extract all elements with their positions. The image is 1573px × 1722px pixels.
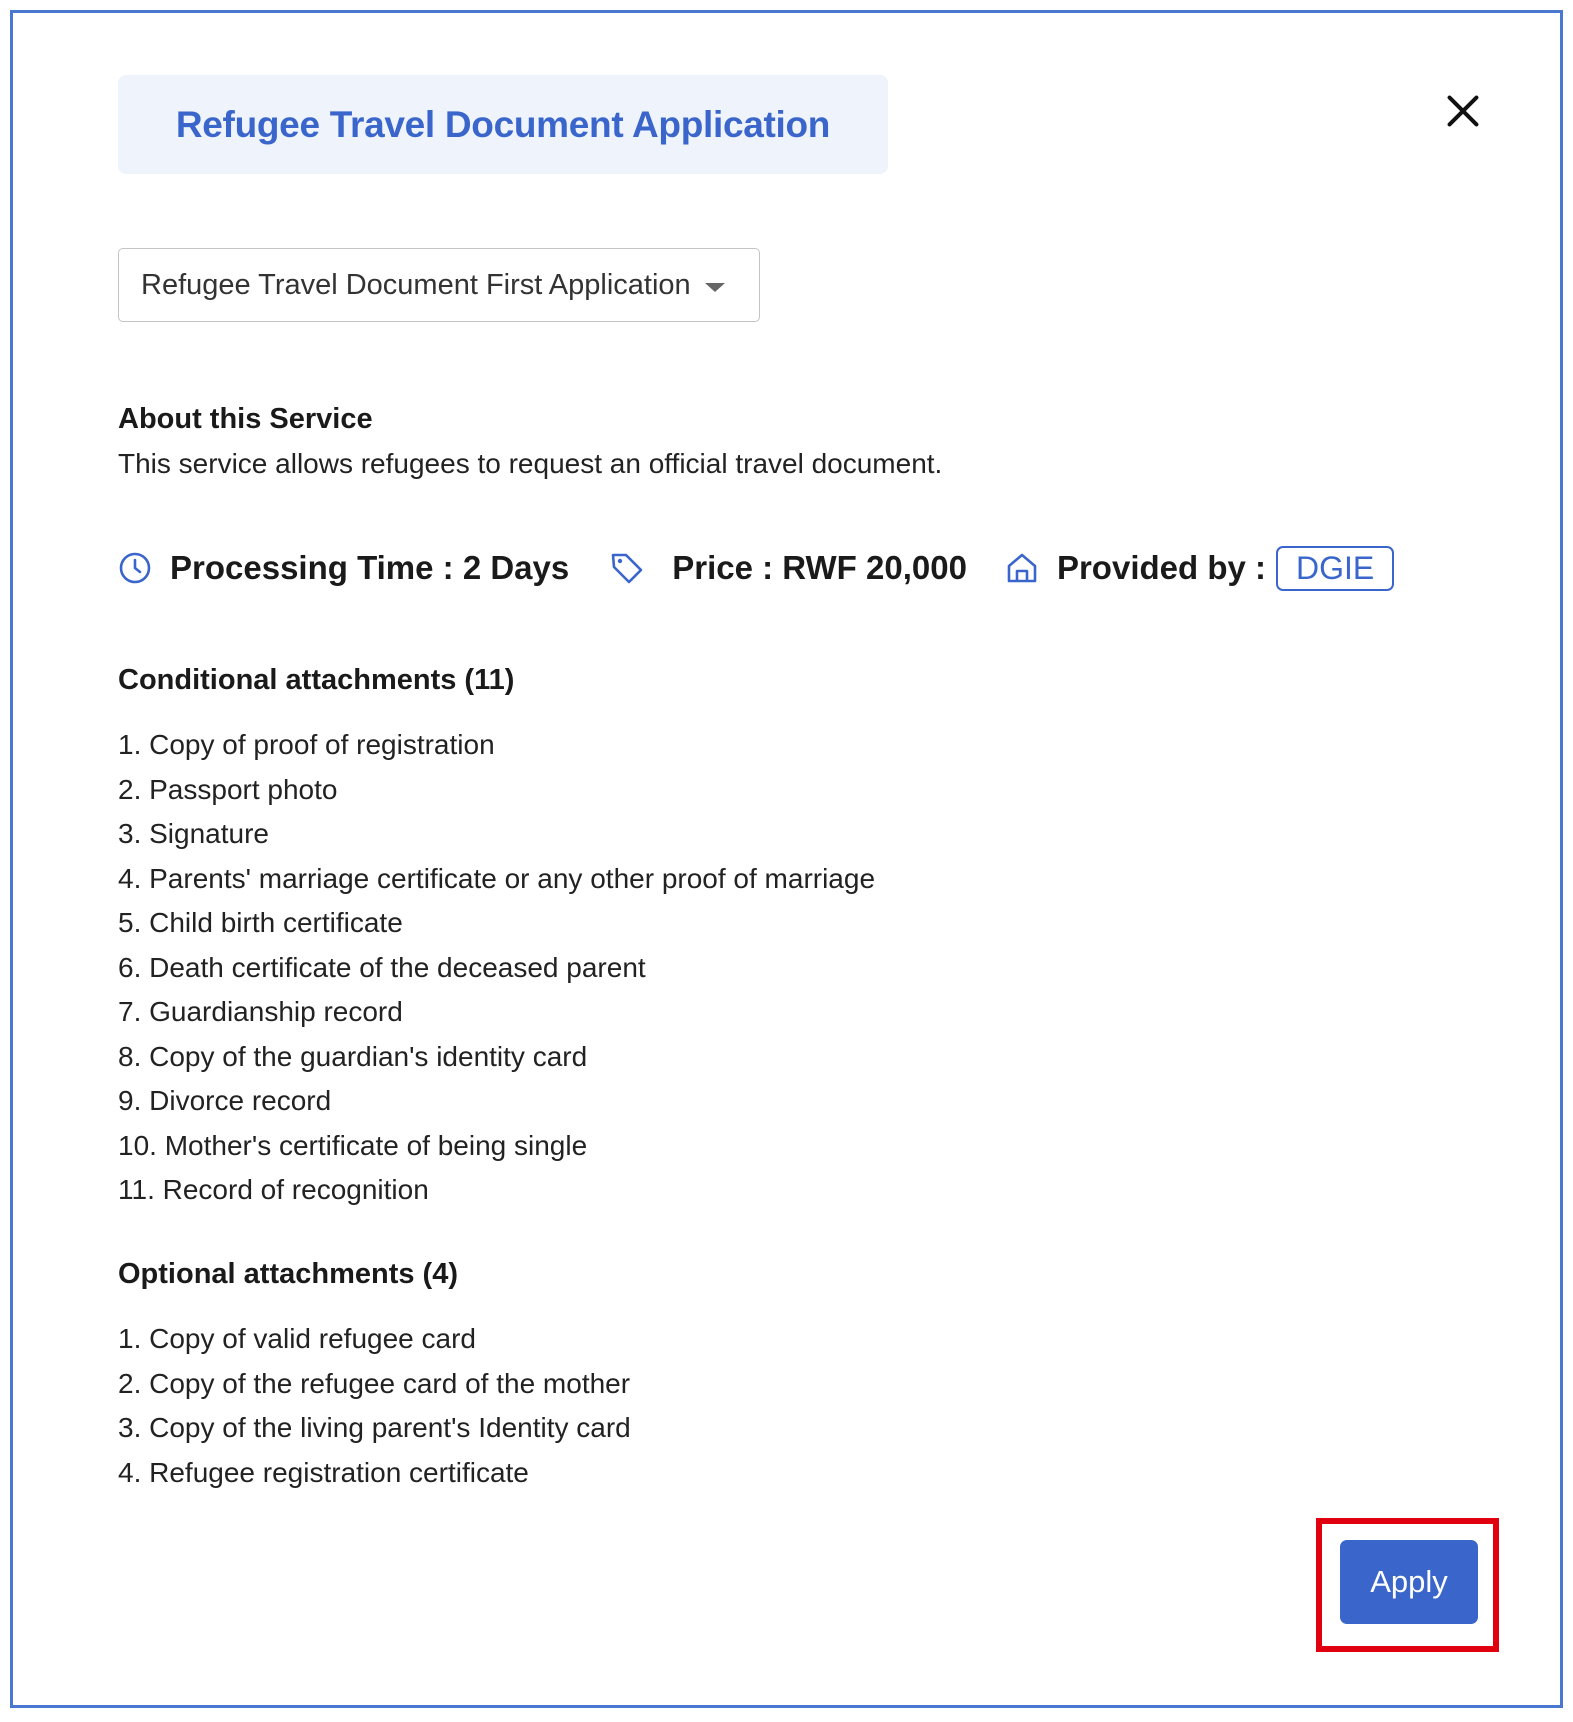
- conditional-attachments-heading: Conditional attachments (11): [118, 664, 515, 696]
- processing-time: [118, 549, 569, 587]
- tag-icon: [609, 550, 645, 586]
- list-item: 2. Passport photo: [118, 773, 338, 805]
- provided-by-label: Provided by :: [1056, 549, 1266, 586]
- home-icon: [1005, 551, 1039, 585]
- conditional-attachments-list: [118, 723, 875, 1213]
- chevron-down-icon: [705, 283, 725, 292]
- provider-badge[interactable]: DGIE: [1276, 546, 1394, 591]
- optional-attachments-list: [118, 1317, 631, 1495]
- list-item: 5. Child birth certificate: [118, 907, 403, 938]
- list-item: 11. Record of recognition: [118, 1174, 429, 1205]
- dialog-title: Refugee Travel Document Application: [175, 103, 831, 145]
- processing-time-text: Processing Time : 2 Days: [170, 549, 570, 586]
- service-meta-row: [118, 540, 1498, 596]
- list-item: 3. Signature: [118, 818, 269, 849]
- optional-attachments-heading: Optional attachments (4): [118, 1258, 458, 1290]
- list-item: 1. Copy of proof of registration: [118, 729, 495, 760]
- clock-icon: [118, 551, 152, 585]
- list-item: 2. Copy of the refugee card of the mother: [118, 1367, 631, 1399]
- list-item: 3. Copy of the living parent's Identity card: [118, 1412, 631, 1443]
- about-heading: About this Service: [118, 403, 373, 435]
- list-item: 4. Parents' marriage certificate or any other proof of marriage: [118, 862, 876, 894]
- price: [609, 549, 967, 587]
- list-item: 8. Copy of the guardian's identity card: [118, 1040, 588, 1072]
- list-item: 4. Refugee registration certificate: [118, 1456, 529, 1488]
- close-icon[interactable]: [1440, 88, 1486, 134]
- provided-by: [1005, 546, 1394, 591]
- about-description: This service allows refugees to request an official travel document.: [118, 448, 943, 479]
- list-item: 6. Death certificate of the deceased parent: [118, 951, 646, 983]
- apply-button[interactable]: Apply: [1340, 1540, 1478, 1624]
- price-text: Price : RWF 20,000: [672, 549, 967, 586]
- list-item: 10. Mother's certificate of being single: [118, 1129, 588, 1161]
- list-item: 9. Divorce record: [118, 1085, 332, 1116]
- list-item: 7. Guardianship record: [118, 996, 403, 1027]
- service-type-value: Refugee Travel Document First Application: [141, 268, 691, 301]
- dialog-title-box: [118, 75, 888, 174]
- list-item: 1. Copy of valid refugee card: [118, 1323, 476, 1354]
- service-type-select[interactable]: [118, 248, 760, 322]
